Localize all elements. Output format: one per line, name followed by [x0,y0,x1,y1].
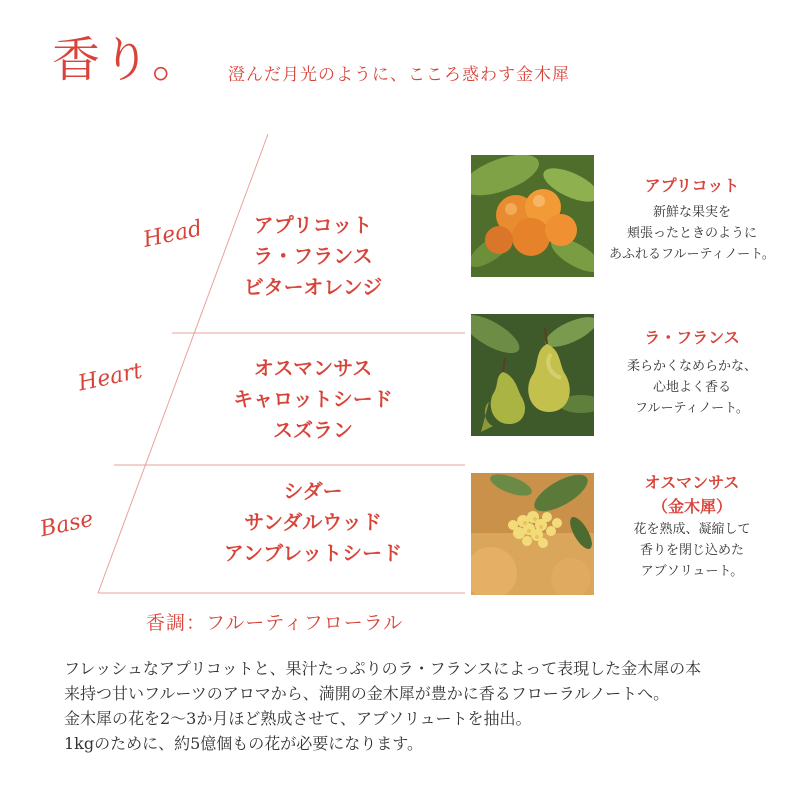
paragraph-line: 金木犀の花を2〜3か月ほど熟成させて、アブソリュートを抽出。 [64,709,532,728]
pear-description [604,326,780,419]
description-line: 花を熟成、凝縮して [633,522,751,537]
apricot-photo [471,155,594,277]
note-item: ラ・フランス [253,244,373,268]
note-item: シダー [283,479,343,503]
osmanthus-photo [471,473,594,595]
paragraph-line: フレッシュなアプリコットと、果汁たっぷりのラ・フランスによって表現した金木犀の本 [64,659,702,678]
note-item: オスマンサス [253,356,373,380]
note-item: スズラン [273,418,353,442]
description-line: 香りを閉じ込めた [639,543,744,558]
heart-label: Heart [76,358,145,397]
base-notes [203,476,423,569]
page-subtitle: 澄んだ月光のように、こころ惑わす金木犀 [228,65,570,85]
head-notes [203,210,423,303]
paragraph-line: 来持つ甘いフルーツのアロマから、満開の金木犀が豊かに香るフローラルノートへ。 [64,684,670,703]
ingredient-title: オスマンサス [644,473,740,492]
description-line: 柔らかくなめらかな、 [626,359,757,374]
page-title: 香り。 [52,32,203,88]
description-line: あふれるフルーティノート。 [609,247,775,262]
note-item: ビターオレンジ [243,275,383,299]
base-label: Base [37,506,96,543]
note-item: アプリコット [253,213,373,237]
heart-notes [203,353,423,446]
description-line: アブソリュート。 [640,564,744,579]
description-line: 心地よく香る [652,380,731,395]
paragraph-line: 1kgのために、約5億個もの花が必要になります。 [64,734,424,753]
description-line: 新鮮な果実を [652,205,731,220]
ingredient-subtitle: （金木犀） [651,497,732,516]
pear-photo [471,314,594,436]
osmanthus-description [604,471,780,582]
note-item: サンダルウッド [244,510,382,534]
ingredient-title: アプリコット [644,176,740,195]
note-item: アンブレットシード [223,541,403,565]
description-line: フルーティノート。 [635,401,749,416]
head-label: Head [141,216,205,253]
fragrance-type: 香調：フルーティフローラル [146,612,404,634]
description-line: 頬張ったときのように [626,226,757,241]
ingredient-title: ラ・フランス [644,328,740,347]
description-paragraph [64,656,764,756]
apricot-description [604,174,780,265]
note-item: キャロットシード [233,387,393,411]
